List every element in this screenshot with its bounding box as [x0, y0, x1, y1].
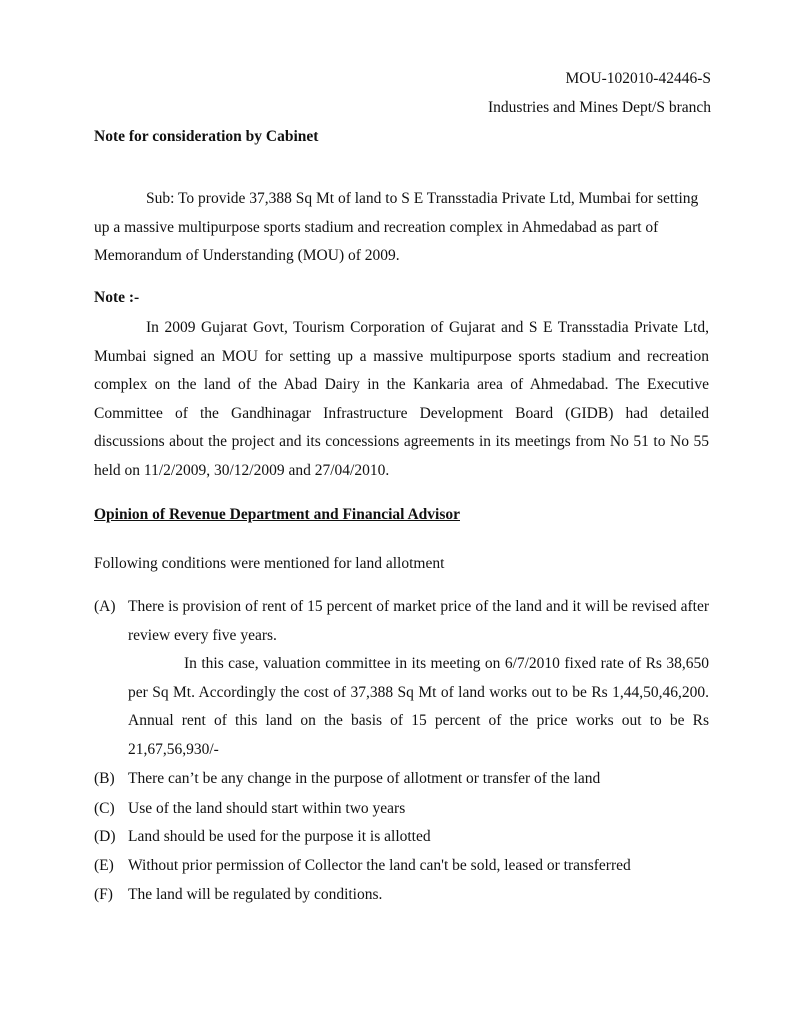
condition-item [94, 765, 709, 794]
subject-paragraph: Sub: To provide 37,388 Sq Mt of land to S E Transstadia Private Ltd, Mumbai for setting up a massive multipurpose sports stadium and recreation complex in Ahmedabad as part of Memorandum of Understanding (MOU) of 2009. [94, 190, 699, 265]
condition-text: Land should be used for the purpose it is allotted [128, 828, 431, 845]
condition-text: There is provision of rent of 15 percent of market price of the land and it will be revised after review every five years. [128, 598, 709, 644]
condition-item [94, 593, 709, 650]
condition-item [94, 823, 709, 852]
note-paragraph: In 2009 Gujarat Govt, Tourism Corporation of Gujarat and S E Transstadia Private Ltd, Mumbai signed an MOU for setting up a massive multipurpose sports stadium and recreation complex on the land of the Abad Dairy in the Kankaria area of Ahmedabad. The Executive Committee of the Gandhinagar Infrastructure Development Board (GIDB) had detailed discussions about the project and its concessions agreements in its meetings from No 51 to No 55 held on 11/2/2009, 30/12/2009 and 27/04/2010. [94, 319, 709, 479]
department-name: Industries and Mines Dept/S branch [488, 99, 711, 116]
condition-item [94, 795, 709, 824]
conditions-intro: Following conditions were mentioned for land allotment [94, 555, 445, 572]
condition-marker: (A) [94, 598, 116, 615]
condition-marker: (D) [94, 828, 116, 845]
reference-number: MOU-102010-42446-S [565, 70, 711, 87]
condition-marker: (C) [94, 800, 115, 817]
condition-marker: (F) [94, 886, 113, 903]
opinion-heading: Opinion of Revenue Department and Financial Advisor [94, 506, 460, 523]
document-title: Note for consideration by Cabinet [94, 128, 319, 145]
condition-marker: (E) [94, 857, 114, 874]
condition-text: Without prior permission of Collector the land can't be sold, leased or transferred [128, 857, 631, 874]
note-heading: Note :- [94, 289, 140, 306]
condition-text: Use of the land should start within two years [128, 800, 406, 817]
condition-item [94, 881, 709, 910]
condition-text: The land will be regulated by conditions. [128, 886, 383, 903]
valuation-paragraph: In this case, valuation committee in its meeting on 6/7/2010 fixed rate of Rs 38,650 per Sq Mt. Accordingly the cost of 37,388 Sq Mt of land works out to be Rs 1,44,50,46,200. Annual rent of this land on the basis of 15 percent of the price works out to be Rs 21,67,56,930/- [128, 655, 709, 758]
condition-marker: (B) [94, 770, 115, 787]
condition-item [94, 852, 709, 881]
condition-text: There can’t be any change in the purpose of allotment or transfer of the land [128, 770, 601, 787]
